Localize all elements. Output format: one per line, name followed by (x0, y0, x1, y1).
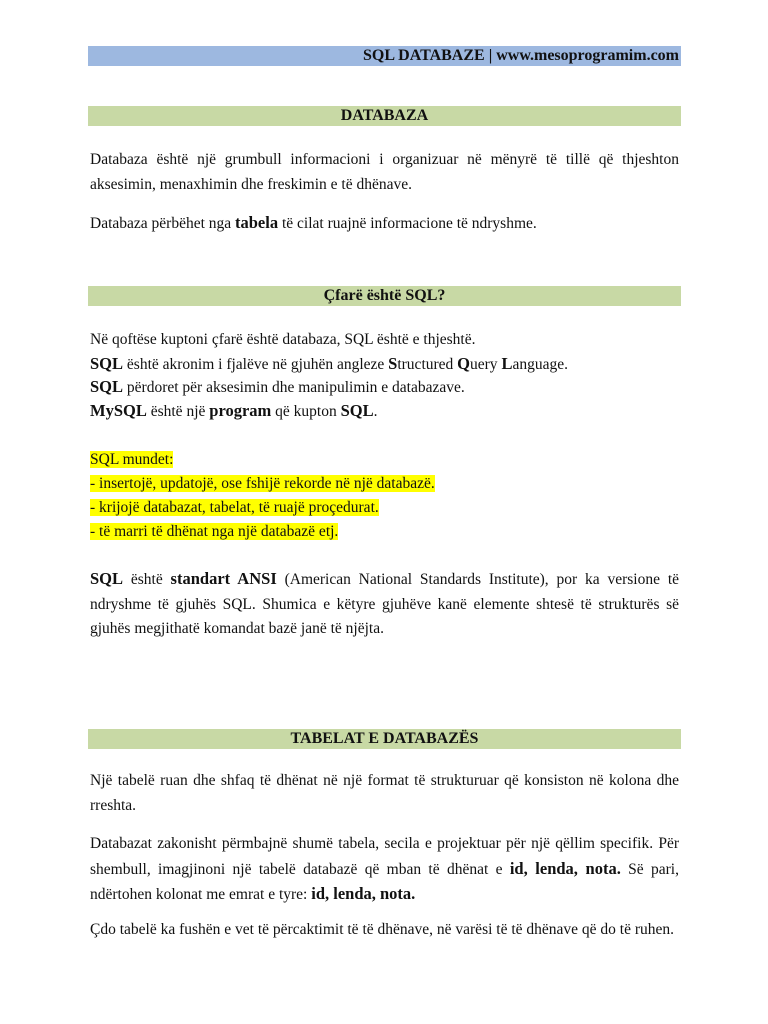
text-segment: Databazat zakonisht përmbajnë shumë tabela, secila e projektuar për një qëllim specifik. Për shembull, imagjinoni një tabelë databazë që mban të dhënat e (90, 835, 679, 878)
text-segment: është një (146, 403, 210, 420)
highlight-text: - të marri të dhënat nga një databazë etj. (90, 523, 339, 540)
text-segment: është akronim i fjalëve në gjuhën angleze (123, 356, 389, 373)
paragraph-table-fields: Çdo tabelë ka fushën e vet të përcaktimit të të dhënave, në varësi të të dhënave që do të ruhen. (90, 921, 675, 938)
section-heading-databaza: DATABAZA (88, 106, 681, 126)
text-segment: (American National Standards Institute), por ka versione të ndryshme të gjuhës SQL. Shumica e këtyre gjuhëve kanë elemente shtesë të strukturës së gjuhës megjithatë komandat bazë janë të njëjta. (90, 571, 680, 637)
text-segment: që kupton (271, 403, 341, 420)
highlighted-list-item (90, 472, 435, 496)
paragraph-databaza-definition: Databaza është një grumbull informacioni i organizuar në mënyrë të tillë që thjeshton aksesimin, menaxhimin dhe freskimin e të dhënave. (90, 151, 679, 193)
paragraph-sql-ansi (90, 567, 679, 642)
highlight-text: SQL mundet: (90, 451, 174, 468)
bold-term: SQL (90, 354, 124, 373)
highlighted-list-item (90, 496, 379, 520)
text-segment: anguage. (512, 356, 568, 373)
bold-term: standart ANSI (170, 569, 277, 588)
text-segment: uery (470, 356, 502, 373)
sql-intro-line: Në qoftëse kuptoni çfarë është databaza, SQL është e thjeshtë. (90, 331, 476, 348)
bold-letter: L (501, 354, 513, 373)
sql-usage-line (90, 375, 465, 400)
highlighted-list-item (90, 448, 173, 472)
section-heading-tabelat: TABELAT E DATABAZËS (88, 729, 681, 749)
bold-term: id, lenda, nota. (509, 858, 621, 878)
text-segment: është (123, 571, 171, 588)
sql-acronym-line (90, 352, 568, 377)
bold-term: MySQL (90, 401, 147, 420)
bold-letter: S (388, 354, 398, 373)
text-segment: . (373, 403, 378, 420)
document-header: SQL DATABAZE | www.mesoprogramim.com (88, 46, 681, 66)
bold-term: SQL (90, 377, 124, 396)
bold-letter: Q (457, 354, 471, 373)
text-segment: Databaza përbëhet nga (90, 215, 236, 232)
bold-term: SQL (90, 569, 124, 588)
highlighted-list-item (90, 520, 338, 544)
bold-term: program (209, 401, 272, 420)
mysql-line (90, 399, 378, 424)
text-segment: tructured (397, 356, 458, 373)
text-segment: të cilat ruajnë informacione të ndryshme. (278, 215, 537, 232)
bold-term: SQL (340, 401, 374, 420)
highlight-text: - krijojë databazat, tabelat, të ruajë proçedurat. (90, 499, 379, 516)
text-segment: Së pari, ndërtohen kolonat me emrat e tyre: (90, 860, 679, 903)
paragraph-databaza-tables (90, 211, 679, 237)
paragraph-table-example (90, 832, 679, 908)
paragraph-table-definition: Një tabelë ruan dhe shfaq të dhënat në një format të strukturuar që konsiston në kolona dhe rreshta. (90, 772, 679, 814)
text-segment: përdoret për aksesimin dhe manipulimin e databazave. (123, 379, 465, 396)
highlight-text: - insertojë, updatojë, ose fshijë rekorde në një databazë. (90, 475, 435, 492)
bold-term: id, lenda, nota. (311, 884, 416, 903)
section-heading-sql: Çfarë është SQL? (88, 286, 681, 306)
bold-term: tabela (235, 213, 279, 232)
